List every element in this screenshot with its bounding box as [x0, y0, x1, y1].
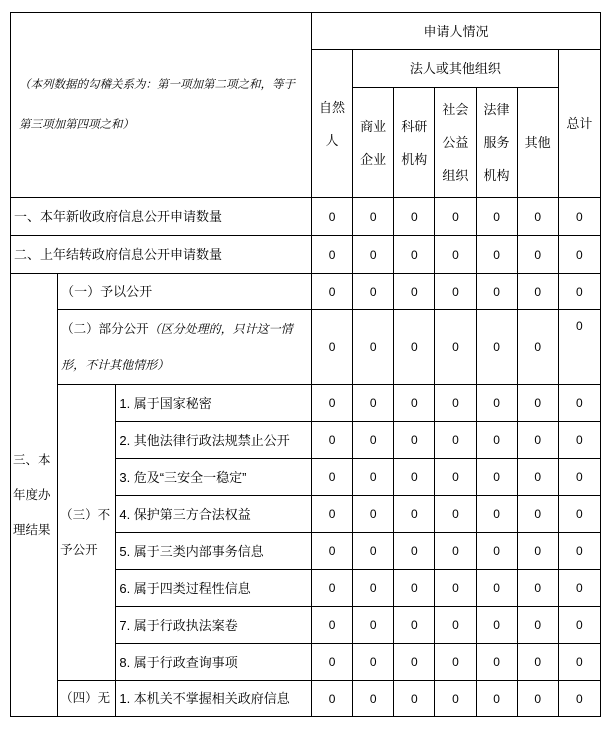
value-cell: 0	[353, 198, 394, 236]
header-legal-service-org: 法律服务机构	[476, 88, 517, 198]
value-cell: 0	[517, 236, 558, 274]
value-cell: 0	[435, 459, 476, 496]
disclosure-requests-table	[10, 12, 601, 717]
row-partial	[11, 310, 601, 385]
row-refused-item-label: 1. 属于国家秘密	[116, 385, 312, 422]
value-cell: 0	[394, 459, 435, 496]
value-cell: 0	[312, 274, 353, 310]
value-cell: 0	[312, 644, 353, 681]
value-cell: 0	[558, 496, 600, 533]
row-granted-label: （一）予以公开	[58, 274, 312, 310]
value-cell: 0	[517, 198, 558, 236]
row-refused-item-1	[11, 385, 601, 422]
row-refused-item-label: 4. 保护第三方合法权益	[116, 496, 312, 533]
row-carried-over	[11, 236, 601, 274]
header-other-org: 其他	[517, 88, 558, 198]
value-cell: 0	[312, 533, 353, 570]
value-cell: 0	[476, 681, 517, 717]
value-cell: 0	[394, 310, 435, 385]
value-cell: 0	[476, 533, 517, 570]
value-cell: 0	[394, 496, 435, 533]
value-cell: 0	[312, 422, 353, 459]
value-cell: 0	[476, 385, 517, 422]
none-section-label: （四）无	[58, 681, 116, 717]
value-cell: 0	[435, 681, 476, 717]
value-cell: 0	[558, 385, 600, 422]
section-annual-results-label: 三、本年度办理结果	[11, 274, 58, 717]
value-cell: 0	[435, 236, 476, 274]
header-natural-person: 自然人	[312, 50, 353, 198]
header-commercial-enterprise: 商业企业	[353, 88, 394, 198]
value-cell: 0	[517, 274, 558, 310]
value-cell: 0	[353, 385, 394, 422]
value-cell: 0	[476, 607, 517, 644]
value-cell: 0	[394, 198, 435, 236]
value-cell: 0	[476, 236, 517, 274]
value-cell: 0	[312, 570, 353, 607]
value-cell: 0	[517, 570, 558, 607]
value-cell: 0	[476, 459, 517, 496]
value-cell: 0	[312, 496, 353, 533]
value-cell: 0	[517, 496, 558, 533]
value-cell: 0	[517, 644, 558, 681]
header-applicant-situation: 申请人情况	[312, 13, 601, 50]
value-cell: 0	[353, 644, 394, 681]
table-note: （本列数据的勾稽关系为：第一项加第二项之和，等于第三项加第四项之和）	[11, 13, 312, 198]
row-partial-label-note: （区分处理的，只计这一情形，不计其他情形）	[61, 322, 293, 372]
header-legal-or-other-org: 法人或其他组织	[353, 50, 559, 88]
value-cell: 0	[435, 198, 476, 236]
value-cell: 0	[353, 459, 394, 496]
value-cell: 0	[435, 422, 476, 459]
row-carried-over-label: 二、上年结转政府信息公开申请数量	[11, 236, 312, 274]
value-cell: 0	[312, 310, 353, 385]
value-cell: 0	[558, 198, 600, 236]
row-new-requests-label: 一、本年新收政府信息公开申请数量	[11, 198, 312, 236]
value-cell: 0	[312, 607, 353, 644]
value-cell: 0	[353, 681, 394, 717]
header-row-applicant	[11, 13, 601, 50]
value-cell: 0	[476, 644, 517, 681]
header-total: 总计	[558, 50, 600, 198]
value-cell: 0	[353, 533, 394, 570]
value-cell: 0	[558, 681, 600, 717]
value-cell: 0	[394, 385, 435, 422]
value-cell: 0	[394, 422, 435, 459]
value-cell: 0	[394, 236, 435, 274]
value-cell: 0	[312, 681, 353, 717]
value-cell: 0	[517, 385, 558, 422]
row-refused-item-label: 7. 属于行政执法案卷	[116, 607, 312, 644]
value-cell: 0	[312, 236, 353, 274]
page	[0, 12, 609, 745]
value-cell: 0	[394, 607, 435, 644]
row-refused-item-label: 3. 危及“三安全一稳定”	[116, 459, 312, 496]
value-cell: 0	[558, 274, 600, 310]
value-cell: 0	[558, 236, 600, 274]
value-cell: 0	[435, 310, 476, 385]
value-cell: 0	[558, 310, 600, 385]
value-cell: 0	[476, 496, 517, 533]
value-cell: 0	[558, 533, 600, 570]
refused-section-label: （三）不予公开	[58, 385, 116, 681]
value-cell: 0	[312, 198, 353, 236]
value-cell: 0	[353, 422, 394, 459]
value-cell: 0	[435, 385, 476, 422]
value-cell: 0	[558, 422, 600, 459]
value-cell: 0	[517, 533, 558, 570]
value-cell: 0	[435, 644, 476, 681]
value-cell: 0	[558, 644, 600, 681]
value-cell: 0	[312, 459, 353, 496]
value-cell: 0	[394, 644, 435, 681]
value-cell: 0	[353, 570, 394, 607]
value-cell: 0	[394, 681, 435, 717]
value-cell: 0	[517, 422, 558, 459]
value-cell: 0	[476, 310, 517, 385]
value-cell: 0	[517, 607, 558, 644]
value-cell: 0	[435, 607, 476, 644]
row-partial-label	[58, 310, 312, 385]
value-cell: 0	[394, 274, 435, 310]
value-cell: 0	[353, 236, 394, 274]
value-cell: 0	[394, 570, 435, 607]
value-cell: 0	[558, 570, 600, 607]
value-cell: 0	[353, 274, 394, 310]
row-partial-label-text: （二）部分公开	[61, 322, 149, 336]
value-cell: 0	[517, 310, 558, 385]
header-social-welfare-org: 社会公益组织	[435, 88, 476, 198]
value-cell: 0	[558, 459, 600, 496]
row-refused-item-label: 8. 属于行政查询事项	[116, 644, 312, 681]
value-cell: 0	[394, 533, 435, 570]
value-cell: 0	[353, 607, 394, 644]
value-cell: 0	[435, 570, 476, 607]
value-cell: 0	[517, 459, 558, 496]
row-none-item-label: 1. 本机关不掌握相关政府信息	[116, 681, 312, 717]
row-refused-item-label: 5. 属于三类内部事务信息	[116, 533, 312, 570]
row-refused-item-label: 6. 属于四类过程性信息	[116, 570, 312, 607]
value-cell: 0	[558, 607, 600, 644]
header-research-institution: 科研机构	[394, 88, 435, 198]
value-cell: 0	[517, 681, 558, 717]
value-cell: 0	[435, 533, 476, 570]
value-cell: 0	[353, 310, 394, 385]
value-cell: 0	[476, 422, 517, 459]
value-cell: 0	[435, 496, 476, 533]
row-refused-item-label: 2. 其他法律行政法规禁止公开	[116, 422, 312, 459]
value-cell: 0	[312, 385, 353, 422]
value-cell: 0	[476, 570, 517, 607]
value-cell: 0	[353, 496, 394, 533]
value-cell: 0	[435, 274, 476, 310]
row-granted	[11, 274, 601, 310]
value-cell: 0	[476, 198, 517, 236]
row-new-requests	[11, 198, 601, 236]
value-cell: 0	[476, 274, 517, 310]
row-none	[11, 681, 601, 717]
